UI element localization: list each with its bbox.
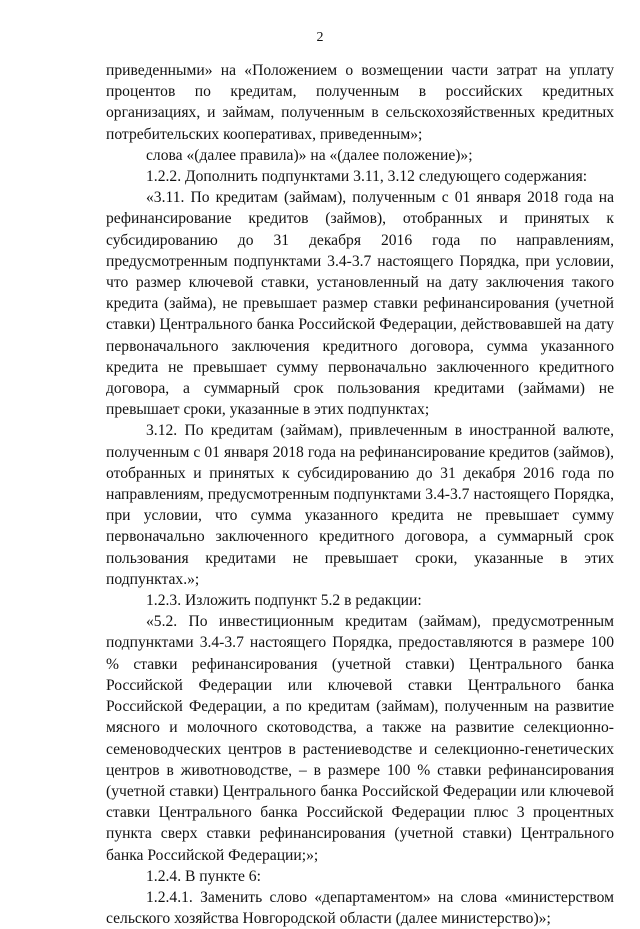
paragraph: 1.2.3. Изложить подпункт 5.2 в редакции: — [146, 592, 422, 610]
document-body — [106, 60, 618, 929]
paragraph: 1.2.2. Дополнить подпунктами 3.11, 3.12 следующего содержания: — [146, 168, 588, 186]
paragraph: «3.11. По кредитам (займам), полученным с 01 января 2018 года на рефинансирование кредитов (займов), отобранных и принятых к субсидированию до 31 декабря 2016 года по направлениям, предусмотренным подпунктами 3.4-3.7 настоящего Порядка, при условии, что размер ключевой ставки, установленный на дату заключения такого кредита (займа), не превышает размер ставки рефинансирования (учетной ставки) Центрального банка Российской Федерации, действовавшей на дату первоначального заключения кредитного договора, сумма указанного кредита не превышает сумму первоначально заключенного кредитного договора, а суммарный срок пользования кредитами (займами) не превышает сроки, указанные в этих подпунктах; — [106, 189, 618, 419]
paragraph: 1.2.4. В пункте 6: — [146, 867, 261, 885]
paragraph: слова «(далее правила)» на «(далее положение)»; — [146, 146, 473, 164]
paragraph: «5.2. По инвестиционным кредитам (займам), предусмотренным подпунктами 3.4-3.7 настоящего Порядка, предоставляются в размере 100 % ставки рефинансирования (учетной ставки) Центрального банка Российской Федерации или ключевой ставки Центрального банка Российской Федерации, а по кредитам (займам), полученным на развитие мясного и молочного скотоводства, а также на развитие селекционно-семеноводческих центров в растениеводстве и селекционно-генетических центров в животноводстве, – в размере 100 % ставки рефинансирования (учетной ставки) Центрального банка Российской Федерации или ключевой ставки Центрального банка Российской Федерации плюс 3 процентных пункта сверх ставки рефинансирования (учетной ставки) Центрального банка Российской Федерации;»; — [106, 613, 618, 864]
page-number: 2 — [316, 30, 324, 45]
paragraph: приведенными» на «Положением о возмещении части затрат на уплату процентов по кредитам, полученным в российских кредитных организациях, и займам, полученным в сельскохозяйственных кредитных потребительских кооперативах, приведенным»; — [106, 62, 618, 143]
paragraph: 1.2.4.1. Заменить слово «департаментом» на слова «министерством сельского хозяйства Новгородской области (далее министерство)»; — [106, 888, 618, 928]
paragraph: 3.12. По кредитам (займам), привлеченным в иностранной валюте, полученным с 01 января 2018 года на рефинансирование кредитов (займов), отобранных и принятых к субсидированию до 31 декабря 2016 года по направлениям, предусмотренным подпунктами 3.4-3.7 настоящего Порядка, при условии, что сумма указанного кредита не превышает сумму первоначально заключенного кредитного договора, а суммарный срок пользования кредитами не превышает сроки, указанные в этих подпунктах.»; — [106, 422, 618, 588]
